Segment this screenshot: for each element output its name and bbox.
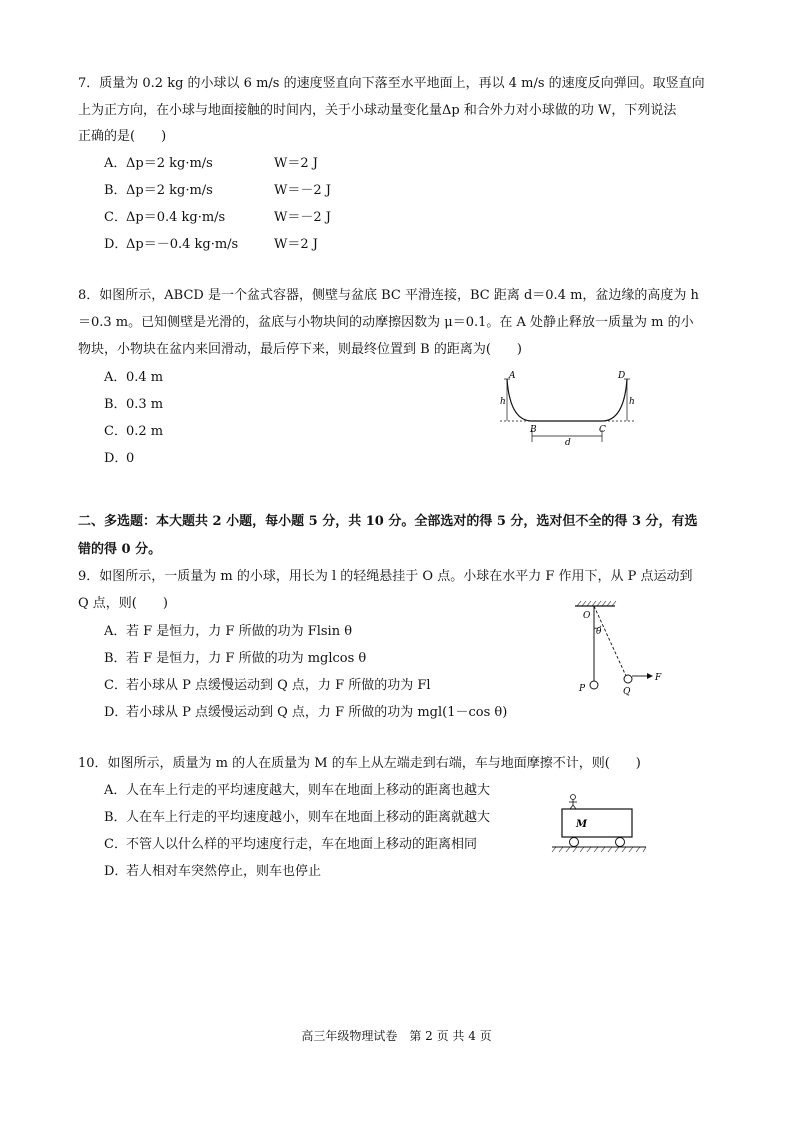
option-text: 不管人以什么样的平均速度行走，车在地面上移动的距离相同 [126,837,478,852]
q10-option-a[interactable] [104,782,490,800]
basin-diagram [490,366,640,456]
q7-option-d[interactable] [104,236,404,254]
label-d: d [565,438,571,448]
label-h-right: h [629,397,635,407]
option-letter: D． [104,237,128,252]
q9-option-b[interactable] [104,650,366,668]
q7-option-c[interactable] [104,209,404,227]
option-letter: B． [104,397,127,412]
option-letter: B． [104,651,127,666]
option-w: W＝2 J [274,237,318,252]
label-h-left: h [500,397,506,407]
option-text: 若小球从 P 点缓慢运动到 Q 点，力 F 所做的功为 mgl(1－cos θ) [126,705,508,720]
q7-stem-line-2: 上为正方向，在小球与地面接触的时间内，关于小球动量变化量Δp 和合外力对小球做的功 W，下列说法 [78,103,677,118]
q7-option-a[interactable] [104,155,404,173]
label-M: M [576,819,588,830]
string-deflected [594,606,626,676]
option-letter: D． [104,705,128,720]
option-letter: C． [104,837,127,852]
option-dp: Δp＝0.4 kg·m/s [126,210,226,225]
option-w: W＝－2 J [274,210,331,225]
option-letter: A． [104,624,127,639]
q9-option-d[interactable] [104,704,507,722]
option-text: 若 F 是恒力，力 F 所做的功为 Flsin θ [126,624,353,639]
cart-wheel-left [570,838,579,847]
option-letter: C． [104,424,127,439]
option-dp: Δp＝－0.4 kg·m/s [126,237,239,252]
label-P: P [579,684,586,694]
label-A: A [509,371,516,381]
q8-option-d[interactable] [104,450,134,468]
cart-wheel-right [616,838,625,847]
option-text: 0 [126,451,135,466]
option-text: 人在车上行走的平均速度越大，则车在地面上移动的距离也越大 [126,783,491,798]
q8-option-c[interactable] [104,423,163,441]
ball-Q [624,675,632,683]
option-text: 若 F 是恒力，力 F 所做的功为 mglcos θ [126,651,367,666]
section2-heading-line-2: 错的得 0 分。 [78,542,162,557]
cart-body [562,809,632,837]
q8-stem-line-3: 物块，小物块在盆内来回滑动，最后停下来，则最终位置到 B 的距离为( ) [78,342,522,357]
q9-option-a[interactable] [104,623,352,641]
option-letter: D． [104,451,128,466]
option-text: 若小球从 P 点缓慢运动到 Q 点，力 F 所做的功为 Fl [126,678,431,693]
option-text: 0.3 m [126,397,164,412]
person-icon [569,795,577,810]
option-text: 0.4 m [126,370,164,385]
ceiling-hatch [577,601,616,606]
option-letter: C． [104,678,127,693]
option-letter: C． [104,210,127,225]
label-Q: Q [623,687,631,697]
q7-option-b[interactable] [104,182,404,200]
option-dp: Δp＝2 kg·m/s [126,156,213,171]
cart-diagram [550,793,650,855]
option-letter: B． [104,810,127,825]
option-letter: A． [104,156,127,171]
q9-stem-line-1: 9．如图所示，一质量为 m 的小球，用长为 l 的轻绳悬挂于 O 点。小球在水平力 F 作用下，从 P 点运动到 [78,569,693,584]
basin-outline [507,379,627,421]
q9-option-c[interactable] [104,677,431,695]
label-B: B [530,425,537,435]
q8-stem-line-2: ＝0.3 m。已知侧壁是光滑的，盆底与小物块间的动摩擦因数为 μ＝0.1。在 A 处静止释放一质量为 m 的小 [78,315,694,330]
q8-stem-line-1: 8．如图所示，ABCD 是一个盆式容器，侧壁与盆底 BC 平滑连接，BC 距离 d＝0.4 m，盆边缘的高度为 h [78,288,699,303]
option-text: 人在车上行走的平均速度越小，则车在地面上移动的距离就越大 [126,810,491,825]
label-O: O [583,611,591,621]
q10-stem: 10．如图所示，质量为 m 的人在质量为 M 的车上从左端走到右端，车与地面摩擦不计，则( ) [78,756,641,771]
ground-hatch [552,847,646,852]
option-letter: A． [104,783,127,798]
q7-stem-line-1: 7．质量为 0.2 kg 的小球以 6 m/s 的速度竖直向下落至水平地面上，再以 4 m/s 的速度反向弹回。取竖直向 [78,76,705,91]
page-footer: 高三年级物理试卷 第 2 页 共 4 页 [301,1029,492,1043]
label-F: F [655,673,662,683]
force-arrowhead [647,673,653,679]
ball-P [590,681,598,689]
label-theta: θ [596,627,602,637]
q9-stem-line-2: Q 点，则( ) [78,596,168,611]
option-w: W＝2 J [274,156,318,171]
q7-stem-line-3: 正确的是( ) [78,129,167,144]
q8-option-b[interactable] [104,396,163,414]
option-letter: B． [104,183,127,198]
option-letter: D． [104,864,128,879]
q10-option-c[interactable] [104,836,477,854]
section2-heading-line-1: 二、多选题：本大题共 2 小题，每小题 5 分，共 10 分。全部选对的得 5 分，选对但不全的得 3 分，有选 [78,514,698,529]
q10-option-d[interactable] [104,863,321,881]
pendulum-diagram [565,598,665,698]
option-dp: Δp＝2 kg·m/s [126,183,213,198]
option-w: W＝－2 J [274,183,331,198]
option-text: 若人相对车突然停止，则车也停止 [126,864,322,879]
label-D: D [618,371,626,381]
q8-option-a[interactable] [104,369,163,387]
option-letter: A． [104,370,127,385]
q10-option-b[interactable] [104,809,490,827]
option-text: 0.2 m [126,424,164,439]
label-C: C [599,425,606,435]
